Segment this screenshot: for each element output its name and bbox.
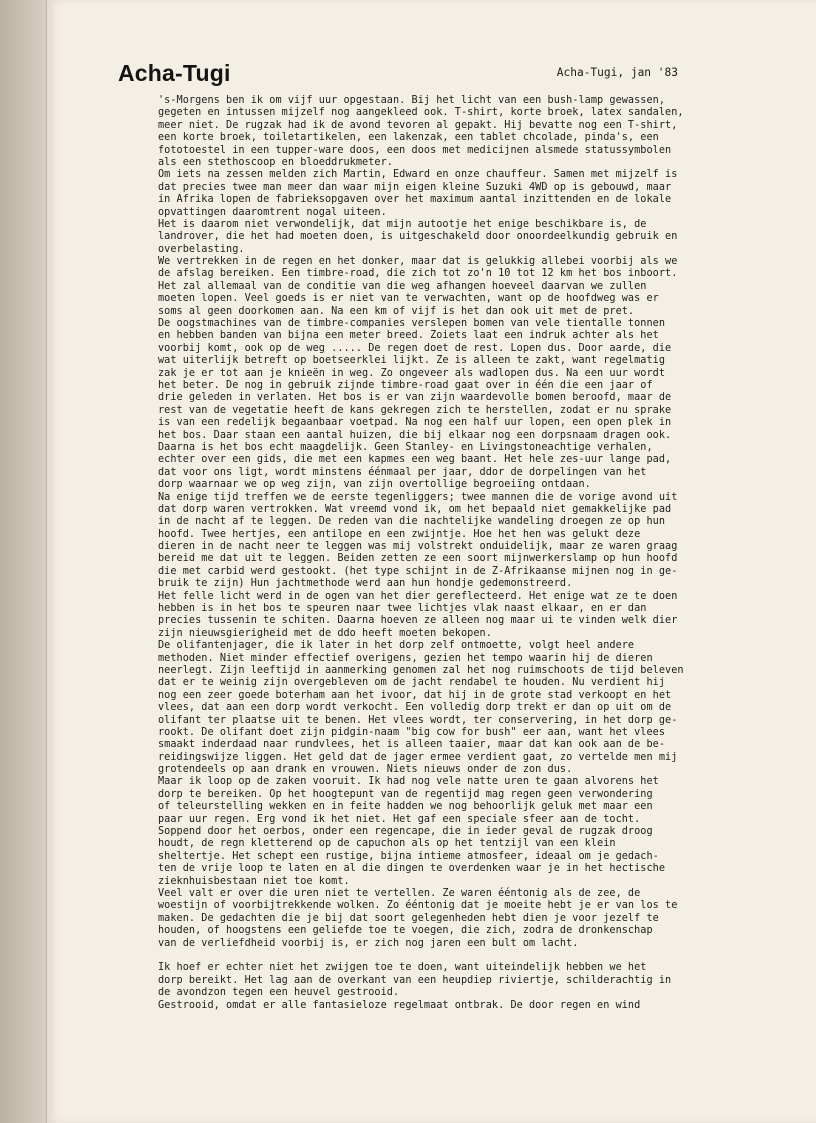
text-line: De oogstmachines van de timbre-companies verslepen bomen van vele tientalle tonnen: [158, 318, 666, 330]
text-line: de afslag bereiken. Een timbre-road, die zich tot zo'n 10 tot 12 km het bos inboort.: [158, 268, 678, 280]
text-line: fototoestel in een tupper-ware doos, een doos met medicijnen alsmede statussymbolen: [158, 144, 672, 156]
binding-gutter: [0, 0, 46, 1123]
text-line: grotendeels op aan drank en vrouwen. Niets nieuws onder de zon dus.: [158, 764, 573, 776]
text-line: Maar ik loop op de zaken vooruit. Ik had nog vele natte uren te gaan alvorens het: [158, 776, 659, 788]
text-line: neerlegt. Zijn leeftijd in aanmerking genomen zal het nog ruimschoots de tijd beleven: [158, 664, 684, 676]
text-line: dorp bereikt. Het lag aan de overkant van een heupdiep riviertje, schilderachtig in: [158, 974, 672, 986]
text-line: Het felle licht werd in de ogen van het dier gereflecteerd. Het enige wat ze te doen: [158, 590, 678, 602]
text-line: zieknhuisbestaan niet toe komt.: [158, 875, 350, 887]
text-line: dorp waarnaar we op weg zijn, van zijn overtollige begroeiïng ontdaan.: [158, 479, 591, 491]
text-line: voorbij komt, ook op de weg ..... De regen doet de rest. Lopen dus. Door aarde, die: [158, 342, 672, 354]
text-line: hebben is in het bos te speuren naar twee lichtjes vlak naast elkaar, en er dan: [158, 603, 647, 615]
text-line: methoden. Niet minder effectief overigens, gezien het tempo waarin hij de dieren: [158, 652, 653, 664]
text-line: dat dorp waren vertrokken. Wat vreemd vond ik, om het bepaald niet gemakkelijke pad: [158, 503, 672, 515]
text-line: dat voor ons ligt, wordt minstens éénmaal per jaar, ddor de dorpelingen van het: [158, 466, 647, 478]
text-line: die met carbid werd gestookt. (het type schijnt in de Z-Afrikaanse mijnen nog in ge-: [158, 565, 678, 577]
text-line: Om iets na zessen melden zich Martin, Edward en onze chauffeur. Samen met mijzelf is: [158, 169, 678, 181]
text-line: bruik te zijn) Hun jachtmethode werd aan hun hondje gedemonstreerd.: [158, 578, 573, 590]
text-line: precies tussenin te schiten. Daarna hoeven ze alleen nog maar ui te vinden welk dier: [158, 615, 678, 627]
text-line: Veel valt er over die uren niet te vertellen. Ze waren ééntonig als de zee, de: [158, 888, 641, 899]
text-line: een korte broek, toiletartikelen, een lakenzak, een tablet chcolade, pinda's, een: [158, 132, 659, 144]
text-line: in Afrika lopen de fabrieksopgaven over het maximum aantal inzittenden en de lokale: [158, 194, 672, 206]
text-line: Het zal allemaal van de conditie van die weg afhangen hoeveel daarvan we zullen: [158, 280, 647, 292]
text-line: en hebben banden van bijna een meter breed. Zoiets laat een indruk achter als het: [158, 330, 659, 342]
text-line: We vertrekken in de regen en het donker, maar dat is gelukkig allebei voorbij als we: [158, 256, 678, 268]
text-line: moeten lopen. Veel goeds is er niet van te verwachten, want op de hoofdweg was er: [158, 293, 659, 305]
text-line: het bos. Daar staan een aantal huizen, die bij elkaar nog een dorpsnaam dragen ook.: [158, 429, 672, 441]
text-line: de avondzon tegen een heuvel gestrooid.: [158, 987, 400, 999]
text-line: houden, of hoogstens een geliefde toe te voegen, die zich, zodra de dronkenschap: [158, 925, 653, 937]
text-line: 's-Morgens ben ik om vijf uur opgestaan. Bij het licht van een bush-lamp gewassen,: [158, 95, 666, 106]
text-line: rest van de vegetatie heeft de kans gekregen zich te herstellen, zodat er nu sprake: [158, 404, 672, 416]
text-line: dat precies twee man meer dan waar mijn eigen kleine Suzuki 4WD op is gebouwd, maar: [158, 181, 672, 193]
text-line: houdt, de regn kletterend op de capuchon als op het tentzijl van een klein: [158, 838, 616, 850]
text-line: dat er te weinig zijn overgebleven om de jacht rendabel te houden. Nu verdient hij: [158, 677, 666, 689]
text-line: Soppend door het oerbos, onder een regencape, die in ieder geval de rugzak droog: [158, 826, 653, 838]
page-title: Acha-Tugi: [118, 60, 231, 86]
dateline: Acha-Tugi, jan '83: [556, 66, 678, 79]
text-line: [158, 950, 728, 962]
text-line: nog een zeer goede boterham aan het ivoor, dat hij in de grote stad verkoopt en het: [158, 689, 672, 701]
text-line: reidingswijze liggen. Het geld dat de jager ermee verdient gaat, zo vertelde men mij: [158, 751, 678, 763]
text-line: Gestrooid, omdat er alle fantasieloze regelmaat ontbrak. De door regen en wind: [158, 999, 641, 1011]
text-line: sheltertje. Het schept een rustige, bijna intieme atmosfeer, ideaal om je gedach-: [158, 850, 659, 862]
text-line: dorp te bereiken. Op het hoogtepunt van de regentijd mag regen geen verwondering: [158, 788, 653, 800]
text-line: zak je er tot aan je knieën in weg. Zo ongeveer als wadlopen dus. Na een uur wordt: [158, 367, 666, 379]
text-line: paar uur regen. Erg vond ik het niet. Het gaf een speciale sfeer aan de tocht.: [158, 813, 641, 825]
text-line: echter over een gids, die met een kapmes een weg baant. Het hele zes-uur lange pad,: [158, 454, 672, 466]
text-line: is van een redelijk begaanbaar voetpad. Na nog een half uur lopen, een open plek in: [158, 417, 672, 429]
text-line: hoofd. Twee hertjes, een antilope en een zwijntje. Hoe het hen was gelukt deze: [158, 528, 641, 540]
page-header: [118, 58, 678, 88]
text-line: landrover, die het had moeten doen, is uitgeschakeld door onoordeelkundig gebruik en: [158, 231, 678, 243]
text-line: Ik hoef er echter niet het zwijgen toe te doen, want uiteindelijk hebben we het: [158, 962, 647, 974]
text-line: bereid me dat uit te leggen. Beiden zetten ze een soort mijnwerkerslamp op hun hoofd: [158, 553, 678, 565]
text-line: vlees, dat aan een dorp wordt verkocht. Een volledig dorp trekt er dan op uit om de: [158, 702, 672, 714]
text-line: het beter. De nog in gebruik zijnde timbre-road gaat over in één die een jaar of: [158, 379, 653, 391]
text-line: De olifantenjager, die ik later in het dorp zelf ontmoette, volgt heel andere: [158, 640, 635, 652]
text-line: woestijn of voorbijtrekkende wolken. Zo ééntonig dat je moeite hebt je er van los te: [158, 900, 678, 912]
text-line: als een stethoscoop en bloeddrukmeter.: [158, 156, 393, 168]
text-line: smaakt inderdaad naar rundvlees, het is alleen taaier, maar dat kan ook aan de be-: [158, 739, 666, 751]
text-line: Het is daarom niet verwondelijk, dat mijn autootje het enige beschikbare is, de: [158, 218, 647, 230]
text-line: meer niet. De rugzak had ik de avond tevoren al gepakt. Hij bevatte nog een T-shirt,: [158, 119, 678, 131]
article-body: [158, 95, 728, 1012]
text-line: in de nacht af te leggen. De reden van die nachtelijke wandeling droegen ze op hun: [158, 516, 666, 528]
text-line: overbelasting.: [158, 243, 245, 255]
text-line: ten de vrije loop te laten en al die dingen te overdenken waar je in het hectische: [158, 863, 666, 875]
text-line: drie geleden in verlaten. Het bos is er van zijn waardevolle bomen beroofd, maar de: [158, 392, 672, 404]
text-line: of teleurstelling wekken en in feite hadden we nog behoorlijk geluk met maar een: [158, 801, 653, 813]
text-line: rookt. De olifant doet zijn pidgin-naam "big cow for bush" eer aan, want het vlees: [158, 726, 666, 738]
text-line: dieren in de nacht neer te leggen was mij volstrekt onduidelijk, maar ze waren graag: [158, 541, 678, 553]
text-line: opvattingen daaromtrent nogal uiteen.: [158, 206, 387, 218]
text-line: zijn nieuwsgierigheid met de ddo heeft moeten bekopen.: [158, 627, 492, 639]
text-line: gegeten en intussen mijzelf nog aangekleed ook. T-shirt, korte broek, latex sandalen,: [158, 107, 684, 119]
text-line: olifant ter plaatse uit te benen. Het vlees wordt, ter conservering, in het dorp ge-: [158, 714, 678, 726]
text-line: van de verliefdheid voorbij is, er zich nog jaren een bult om lacht.: [158, 937, 579, 949]
text-line: Daarna is het bos echt maagdelijk. Geen Stanley- en Livingstoneachtige verhalen,: [158, 441, 653, 453]
text-line: soms al geen doorkomen aan. Na een km of vijf is het dan ook uit met de pret.: [158, 305, 635, 317]
text-line: Na enige tijd treffen we de eerste tegenliggers; twee mannen die de vorige avond uit: [158, 491, 678, 503]
text-line: wat uiterlijk betreft op boetseerklei lijkt. Ze is alleen te zakt, want regelmatig: [158, 355, 666, 367]
text-line: maken. De gedachten die je bij dat soort gelegenheden hebt dien je voor jezelf te: [158, 912, 659, 924]
